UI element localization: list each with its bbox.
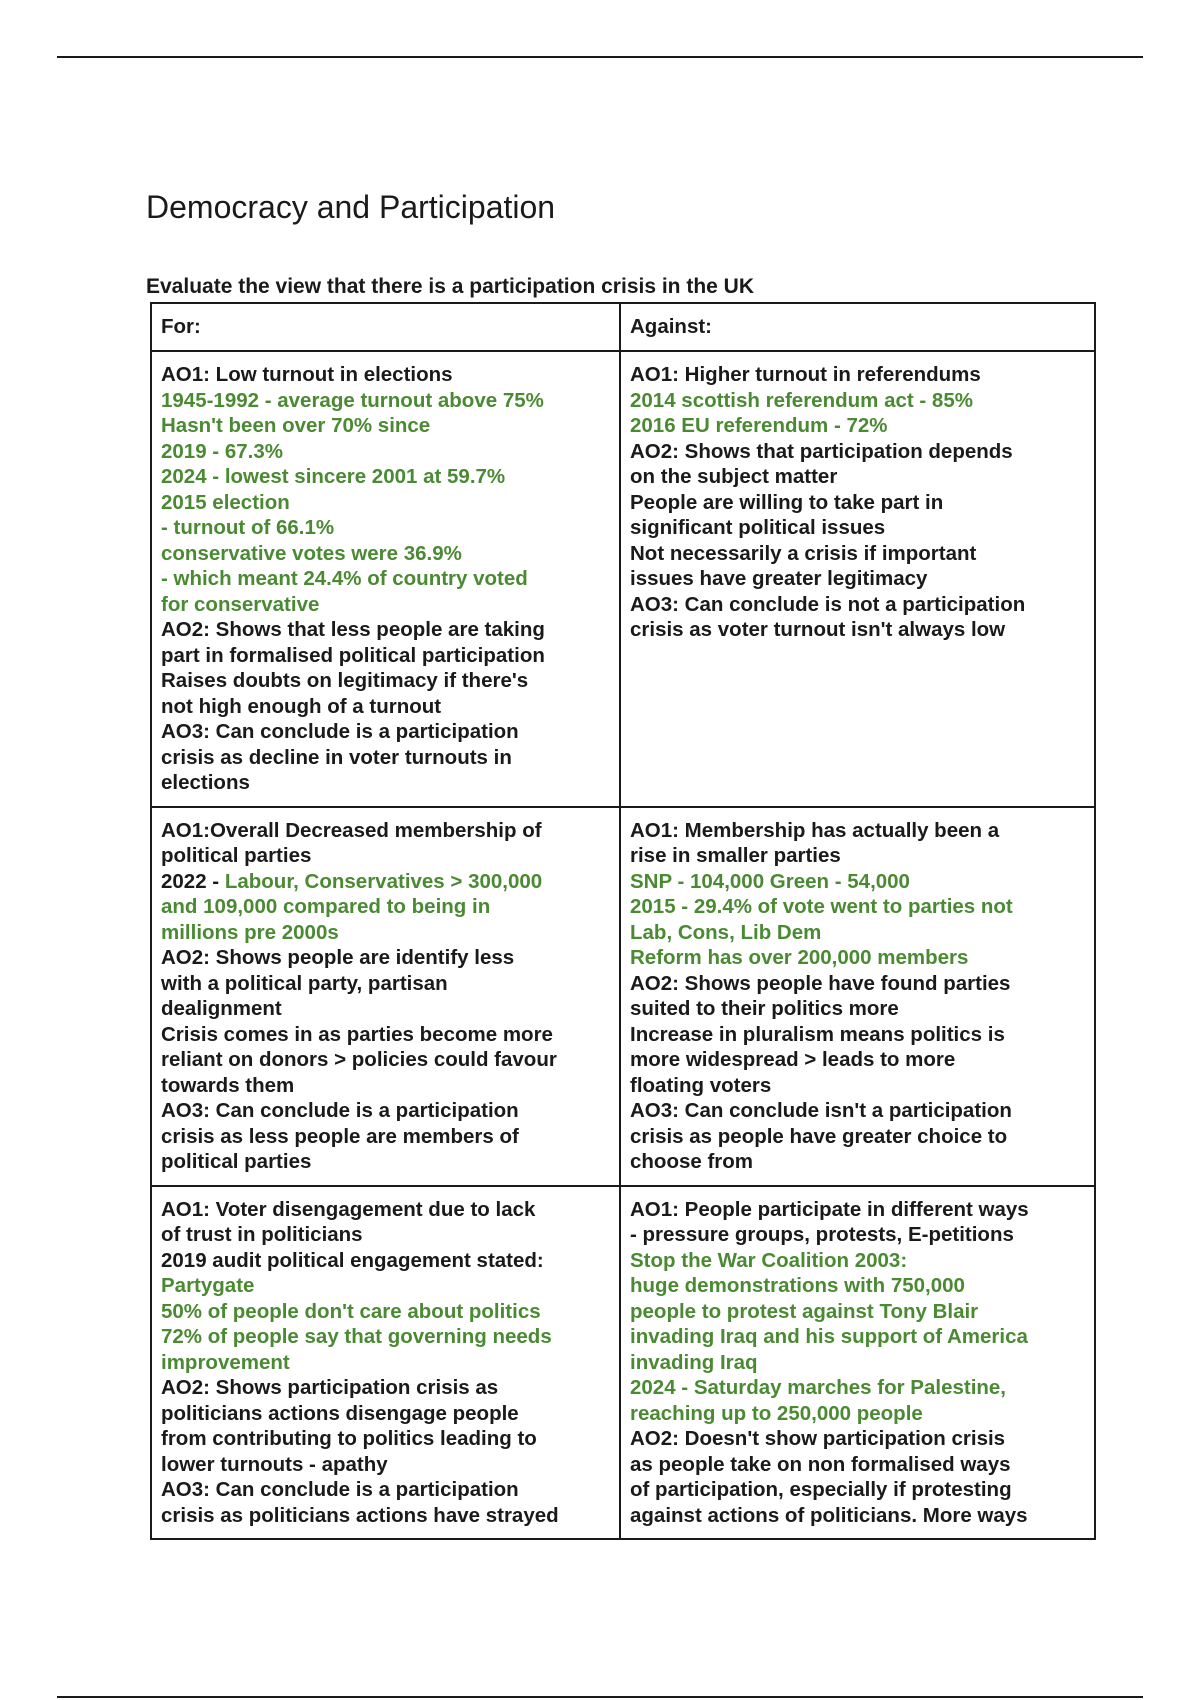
cell-line: significant political issues <box>630 516 886 539</box>
cell-line <box>161 869 611 895</box>
cell-line-evidence: Labour, Conservatives > 300,000 <box>224 869 543 893</box>
against-header: Against: <box>620 303 1095 351</box>
evidence-line: 2015 election <box>161 490 290 514</box>
cell-line: political parties <box>161 844 312 867</box>
cell-line: against actions of politicians. More ways <box>630 1503 1028 1527</box>
cell-line: Not necessarily a crisis if important <box>630 541 977 565</box>
cell-line: AO1: Membership has actually been a <box>630 818 1000 842</box>
cell-line: reliant on donors > policies could favour <box>161 1048 557 1071</box>
question-heading: Evaluate the view that there is a participation crisis in the UK <box>146 275 755 298</box>
for-cell <box>151 807 620 1186</box>
cell-line: AO1: Voter disengagement due to lack <box>161 1197 536 1221</box>
cell-line: 2019 audit political engagement stated: <box>161 1248 544 1272</box>
cell-line: AO3: Can conclude isn't a participation <box>630 1099 1012 1122</box>
evidence-line: - turnout of 66.1% <box>161 516 335 539</box>
evidence-line: Partygate <box>161 1274 255 1297</box>
cell-line: lower turnouts - apathy <box>161 1452 388 1476</box>
cell-line-label: 2022 - <box>161 869 225 893</box>
cell-line: issues have greater legitimacy <box>630 567 928 590</box>
table-row <box>151 351 1095 807</box>
cell-line: floating voters <box>630 1073 772 1097</box>
evidence-line: huge demonstrations with 750,000 <box>630 1274 965 1297</box>
evidence-line: improvement <box>161 1350 290 1374</box>
evidence-line: 2015 - 29.4% of vote went to parties not <box>630 895 1013 918</box>
cell-line: crisis as politicians actions have strayed <box>161 1503 559 1527</box>
cell-line: dealignment <box>161 997 282 1020</box>
cell-line: AO1: Low turnout in elections <box>161 363 453 386</box>
cell-line: choose from <box>630 1150 754 1173</box>
for-cell <box>151 1186 620 1540</box>
evidence-line: 2014 scottish referendum act - 85% <box>630 388 973 412</box>
cell-line: Crisis comes in as parties become more <box>161 1022 553 1046</box>
cell-line: AO2: Shows people are identify less <box>161 946 515 969</box>
table-header-row <box>151 303 1095 351</box>
cell-line: crisis as people have greater choice to <box>630 1124 1008 1148</box>
evidence-line: 1945-1992 - average turnout above 75% <box>161 388 544 412</box>
cell-line: Increase in pluralism means politics is <box>630 1022 1005 1046</box>
cell-line: more widespread > leads to more <box>630 1048 956 1071</box>
cell-line: elections <box>161 771 250 794</box>
table-row <box>151 807 1095 1186</box>
cell-line: AO3: Can conclude is a participation <box>161 720 519 743</box>
cell-line: AO2: Shows people have found parties <box>630 971 1011 995</box>
evidence-line: millions pre 2000s <box>161 920 339 944</box>
table-row <box>151 1186 1095 1540</box>
evidence-line: Stop the War Coalition 2003: <box>630 1248 908 1272</box>
evidence-line: 2016 EU referendum - 72% <box>630 414 888 437</box>
cell-line: AO2: Doesn't show participation crisis <box>630 1427 1006 1450</box>
evidence-line: SNP - 104,000 Green - 54,000 <box>630 869 910 893</box>
cell-line: as people take on non formalised ways <box>630 1452 1011 1476</box>
cell-line: AO1: Higher turnout in referendums <box>630 363 981 386</box>
cell-line: part in formalised political participation <box>161 643 545 667</box>
cell-line: AO1: People participate in different ways <box>630 1197 1029 1221</box>
evidence-line: invading Iraq and his support of America <box>630 1325 1028 1348</box>
cell-line: not high enough of a turnout <box>161 694 442 718</box>
cell-line: AO3: Can conclude is a participation <box>161 1099 519 1122</box>
top-rule <box>57 56 1143 58</box>
cell-line: towards them <box>161 1073 295 1097</box>
bottom-rule <box>57 1696 1143 1698</box>
evidence-line: 2024 - Saturday marches for Palestine, <box>630 1376 1007 1399</box>
cell-line: politicians actions disengage people <box>161 1401 519 1425</box>
evidence-line: 2019 - 67.3% <box>161 439 283 463</box>
cell-line: crisis as less people are members of <box>161 1124 519 1148</box>
evidence-line: Lab, Cons, Lib Dem <box>630 920 822 944</box>
for-against-table <box>150 302 1096 1540</box>
cell-line: - pressure groups, protests, E-petitions <box>630 1223 1014 1246</box>
cell-line: suited to their politics more <box>630 997 899 1020</box>
cell-line: AO3: Can conclude is a participation <box>161 1478 519 1501</box>
cell-line: AO2: Shows that participation depends <box>630 439 1013 463</box>
evidence-line: conservative votes were 36.9% <box>161 541 462 565</box>
cell-line: AO2: Shows that less people are taking <box>161 618 545 641</box>
cell-line: crisis as decline in voter turnouts in <box>161 745 512 769</box>
page-title: Democracy and Participation <box>146 189 556 225</box>
evidence-line: 72% of people say that governing needs <box>161 1325 552 1348</box>
cell-line: political parties <box>161 1150 312 1173</box>
evidence-line: 50% of people don't care about politics <box>161 1299 541 1323</box>
cell-line: of participation, especially if protesting <box>630 1478 1012 1501</box>
against-cell <box>620 351 1095 807</box>
cell-line: People are willing to take part in <box>630 490 944 514</box>
cell-line: of trust in politicians <box>161 1223 363 1246</box>
evidence-line: invading Iraq <box>630 1350 758 1374</box>
evidence-line: and 109,000 compared to being in <box>161 895 491 918</box>
cell-line: Raises doubts on legitimacy if there's <box>161 669 529 692</box>
evidence-line: reaching up to 250,000 people <box>630 1401 923 1425</box>
for-cell <box>151 351 620 807</box>
cell-line: AO1:Overall Decreased membership of <box>161 818 542 842</box>
against-cell <box>620 807 1095 1186</box>
evidence-line: Reform has over 200,000 members <box>630 946 969 969</box>
cell-line: rise in smaller parties <box>630 844 841 867</box>
cell-line: on the subject matter <box>630 465 838 488</box>
cell-line: AO2: Shows participation crisis as <box>161 1376 499 1399</box>
cell-line: with a political party, partisan <box>161 971 448 995</box>
cell-line: crisis as voter turnout isn't always low <box>630 618 1006 641</box>
evidence-line: people to protest against Tony Blair <box>630 1299 979 1323</box>
evidence-line: 2024 - lowest sincere 2001 at 59.7% <box>161 465 506 488</box>
cell-line: from contributing to politics leading to <box>161 1427 537 1450</box>
for-header: For: <box>151 303 620 351</box>
evidence-line: - which meant 24.4% of country voted <box>161 567 528 590</box>
evidence-line: for conservative <box>161 592 320 616</box>
evidence-line: Hasn't been over 70% since <box>161 414 431 437</box>
cell-line: AO3: Can conclude is not a participation <box>630 592 1026 616</box>
against-cell <box>620 1186 1095 1540</box>
